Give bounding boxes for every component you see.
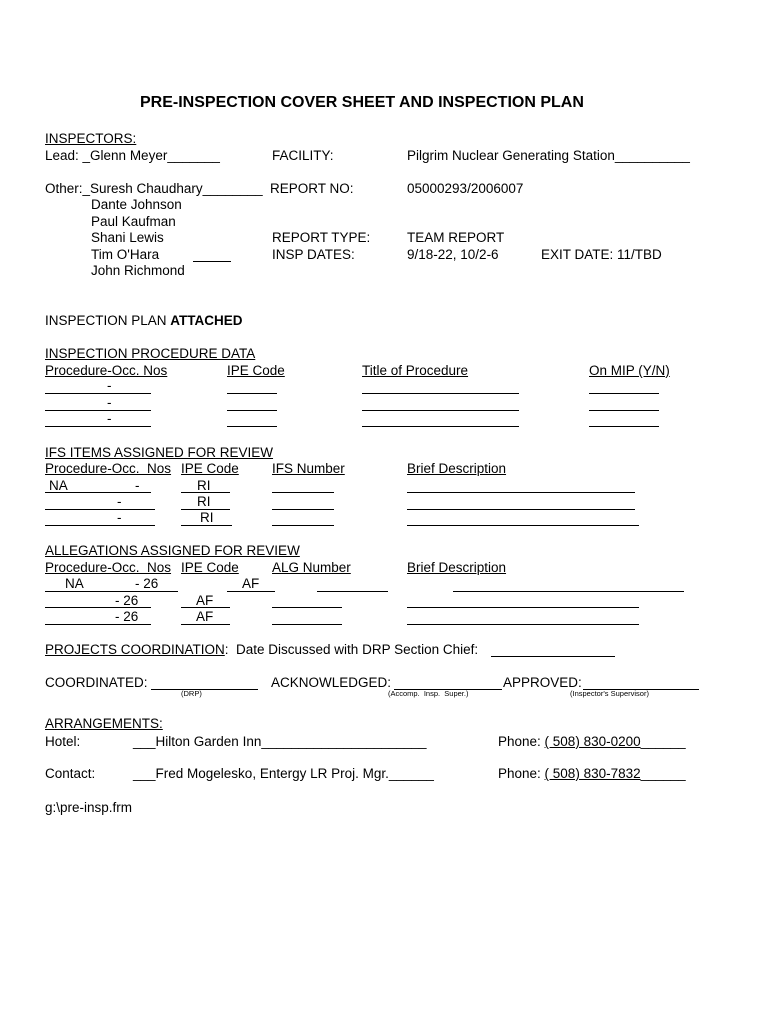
- mip-field[interactable]: [589, 393, 659, 394]
- blank-line: [193, 261, 231, 262]
- alg-number-field[interactable]: [272, 607, 342, 608]
- ipe-field[interactable]: [227, 410, 277, 411]
- procedure-field[interactable]: [45, 410, 151, 411]
- hotel-phone: Phone: ( 508) 830-0200______: [498, 734, 686, 749]
- procedure-row-dash: -: [107, 411, 112, 426]
- arrangements-heading: ARRANGEMENTS:: [45, 716, 163, 731]
- other-inspector-name: Tim O'Hara: [91, 247, 160, 262]
- title-field[interactable]: [362, 393, 519, 394]
- mip-field[interactable]: [589, 410, 659, 411]
- ifs-dash: -: [135, 478, 140, 493]
- procedure-row-dash: -: [107, 378, 112, 393]
- alg-proc: NA: [65, 576, 84, 591]
- other-inspector-name: Shani Lewis: [91, 230, 164, 245]
- inspector-supervisor-caption: (Inspector's Supervisor): [570, 689, 649, 698]
- ifs-number-field[interactable]: [272, 509, 334, 510]
- accomp-caption: (Accomp. Insp. Super.): [388, 689, 469, 698]
- contact-label: Contact:: [45, 766, 96, 781]
- report-type-value: TEAM REPORT: [407, 230, 505, 245]
- title-field[interactable]: [362, 410, 519, 411]
- allegations-heading: ALLEGATIONS ASSIGNED FOR REVIEW: [45, 543, 300, 558]
- drp-caption: (DRP): [181, 689, 202, 698]
- facility-value: Pilgrim Nuclear Generating Station__________: [407, 148, 690, 163]
- alg-ipe: AF: [242, 576, 260, 591]
- projects-coordination: [45, 642, 478, 658]
- contact-value: ___Fred Mogelesko, Entergy LR Proj. Mgr.______: [133, 766, 434, 781]
- alg-proc-field[interactable]: [45, 624, 151, 625]
- alg-description-field[interactable]: [407, 624, 639, 625]
- procedure-data-heading: INSPECTION PROCEDURE DATA: [45, 346, 256, 361]
- mip-field[interactable]: [589, 426, 659, 427]
- alg-description-field[interactable]: [407, 607, 639, 608]
- file-path: g:\pre-insp.frm: [45, 800, 133, 815]
- column-header: ALG Number: [272, 560, 351, 575]
- ipe-field[interactable]: [227, 393, 277, 394]
- exit-date: EXIT DATE: 11/TBD: [541, 247, 662, 262]
- contact-phone: Phone: ( 508) 830-7832______: [498, 766, 686, 781]
- ifs-description-field[interactable]: [407, 492, 635, 493]
- column-header: On MIP (Y/N): [589, 363, 670, 378]
- other-inspector-name: John Richmond: [91, 263, 185, 278]
- alg-dash: - 26: [115, 609, 139, 624]
- column-header: Title of Procedure: [362, 363, 469, 378]
- projects-coordination-label: PROJECTS COORDINATION: [45, 642, 225, 657]
- report-type-label: REPORT TYPE:: [272, 230, 371, 245]
- alg-dash: - 26: [115, 593, 139, 608]
- hotel-value: ___Hilton Garden Inn______________________: [133, 734, 427, 749]
- other-inspector-name: Dante Johnson: [91, 197, 182, 212]
- ifs-ipe: RI: [197, 494, 211, 509]
- insp-dates-value: 9/18-22, 10/2-6: [407, 247, 499, 262]
- insp-dates-label: INSP DATES:: [272, 247, 355, 262]
- ipe-field[interactable]: [227, 426, 277, 427]
- alg-dash: - 26: [135, 576, 159, 591]
- other-inspector-name: Paul Kaufman: [91, 214, 176, 229]
- coordinated-field[interactable]: [151, 689, 258, 690]
- alg-number-field[interactable]: [317, 591, 388, 592]
- procedure-field[interactable]: [45, 426, 151, 427]
- other-inspector: Other:_Suresh Chaudhary________: [45, 181, 263, 196]
- alg-ipe-field[interactable]: [227, 591, 275, 592]
- column-header: IPE Code: [181, 461, 239, 476]
- column-header: Brief Description: [407, 560, 507, 575]
- coordinated-label: COORDINATED:: [45, 675, 148, 690]
- hotel-phone-number: ( 508) 830-0200: [544, 734, 641, 749]
- ifs-proc-field[interactable]: [45, 509, 155, 510]
- alg-ipe: AF: [196, 609, 214, 624]
- alg-proc-field[interactable]: [45, 591, 178, 592]
- alg-description-field[interactable]: [453, 591, 684, 592]
- inspection-plan-status: ATTACHED: [170, 313, 243, 328]
- inspectors-heading: INSPECTORS:: [45, 131, 137, 146]
- ifs-dash: -: [117, 510, 122, 525]
- ifs-ipe: RI: [200, 510, 214, 525]
- lead-inspector: Lead: _Glenn Meyer_______: [45, 148, 220, 163]
- procedure-row-dash: -: [107, 395, 112, 410]
- ifs-heading: IFS ITEMS ASSIGNED FOR REVIEW: [45, 445, 274, 460]
- column-header: Procedure-Occ. Nos: [45, 363, 168, 378]
- column-header: Brief Description: [407, 461, 507, 476]
- ifs-description-field[interactable]: [407, 509, 635, 510]
- ifs-dash: -: [117, 494, 122, 509]
- alg-ipe: AF: [196, 593, 214, 608]
- projects-coordination-text: : Date Discussed with DRP Section Chief:: [224, 642, 479, 657]
- hotel-phone-label: Phone:: [498, 734, 545, 749]
- title-field[interactable]: [362, 426, 519, 427]
- report-no-label: REPORT NO:: [270, 181, 354, 196]
- alg-ipe-field[interactable]: [181, 607, 230, 608]
- ifs-number-field[interactable]: [272, 492, 334, 493]
- alg-number-field[interactable]: [272, 624, 342, 625]
- ifs-proc-field[interactable]: [45, 525, 155, 526]
- ifs-number-field[interactable]: [272, 525, 334, 526]
- alg-ipe-field[interactable]: [181, 624, 230, 625]
- facility-label: FACILITY:: [272, 148, 334, 163]
- column-header: IPE Code: [181, 560, 239, 575]
- contact-phone-number: ( 508) 830-7832: [544, 766, 641, 781]
- column-header: Procedure-Occ. Nos: [45, 461, 172, 476]
- alg-proc-field[interactable]: [45, 607, 151, 608]
- contact-phone-label: Phone:: [498, 766, 545, 781]
- ifs-ipe-field[interactable]: [181, 492, 230, 493]
- date-discussed-field[interactable]: [491, 656, 615, 657]
- acknowledged-label: ACKNOWLEDGED:: [271, 675, 392, 690]
- ifs-ipe-field[interactable]: [181, 525, 232, 526]
- column-header: Procedure-Occ. Nos: [45, 560, 172, 575]
- ifs-proc: NA: [49, 478, 68, 493]
- page-title: PRE-INSPECTION COVER SHEET AND INSPECTION PLAN: [140, 94, 584, 111]
- column-header: IFS Number: [272, 461, 345, 476]
- procedure-field[interactable]: [45, 393, 151, 394]
- column-header: IPE Code: [227, 363, 285, 378]
- ifs-description-field[interactable]: [407, 525, 639, 526]
- report-no-value: 05000293/2006007: [407, 181, 524, 196]
- inspection-plan-label: INSPECTION PLAN: [45, 313, 171, 328]
- approved-label: APPROVED:: [503, 675, 582, 690]
- ifs-proc-field[interactable]: [45, 492, 151, 493]
- ifs-ipe: RI: [197, 478, 211, 493]
- inspection-plan: [45, 313, 243, 329]
- hotel-label: Hotel:: [45, 734, 81, 749]
